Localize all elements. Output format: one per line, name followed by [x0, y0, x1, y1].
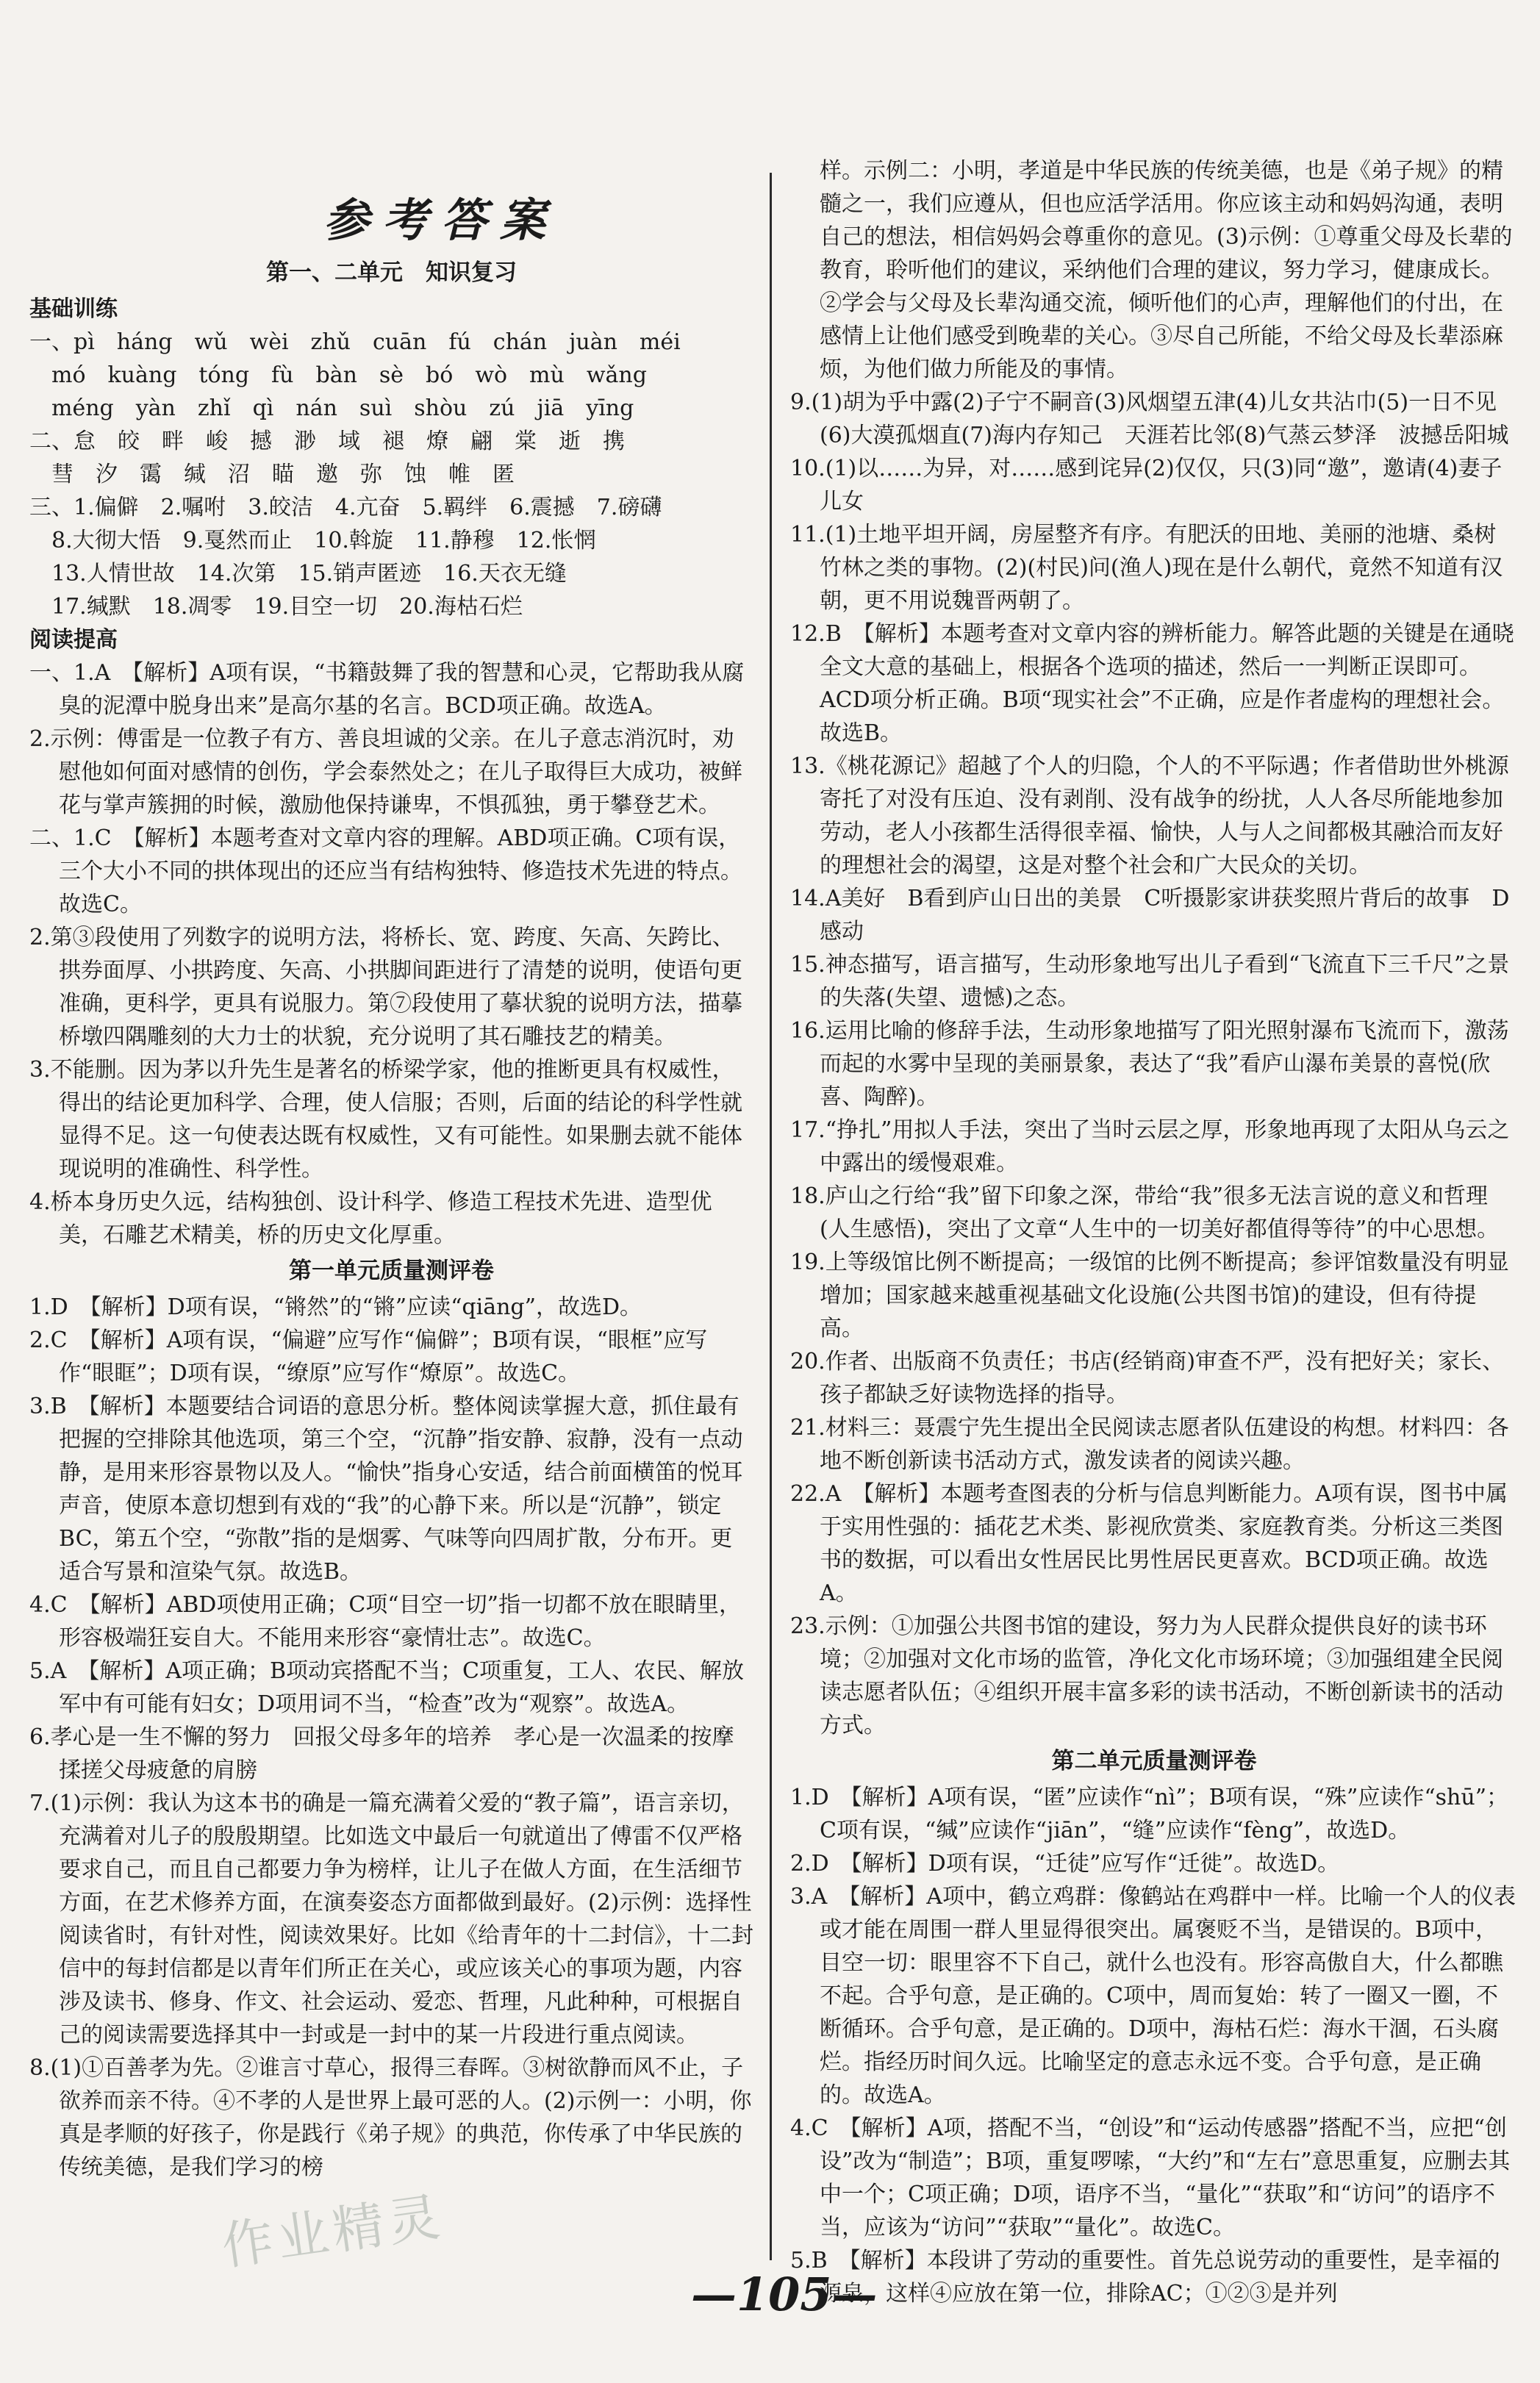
answer-item: 19.上等级馆比例不断提高；一级馆的比例不断提高；参评馆数量没有明显增加；国家越来越重视基础文化设施(公共图书馆)的建设，但有待提高。 — [790, 1250, 1509, 1341]
answer-item: 二、怠 皎 畔 峻 撼 渺 域 褪 燎 翩 棠 逝 携 — [29, 429, 625, 454]
answer-item: 3.A 【解析】A项中，鹤立鸡群：像鹤站在鸡群中一样。比喻一个人的仪表或才能在周围一群人里显得很突出。属褒贬不当，是错误的。B项中，目空一切：眼里容不下自己，就什么也没有。形容高傲自大，什么都瞧不起。合乎句意，是正确的。C项中，周而复始：转了一圈又一圈，不断循环。合乎句意，是正确的。D项中，海枯石烂：海水干涸，石头腐烂。指经历时间久远。比喻坚定的意志永远不变。合乎句意，是正确的。故选A。 — [790, 1884, 1516, 2108]
right-column — [790, 154, 1518, 2310]
answer-item: méng yàn zhǐ qì nán suì shòu zú jiā yīng — [29, 395, 634, 421]
watermark: 作业精灵 — [218, 2186, 448, 2277]
answer-item: 8.大彻大悟 9.戛然而止 10.斡旋 11.静穆 12.怅惘 — [29, 528, 596, 553]
answer-item: 9.(1)胡为乎中露(2)子宁不嗣音(3)风烟望五津(4)儿女共沾巾(5)一日不见(6)大漠孤烟直(7)海内存知己 天涯若比邻(8)气蒸云梦泽 波撼岳阳城 — [790, 390, 1509, 448]
answer-item: 21.材料三：聂震宁先生提出全民阅读志愿者队伍建设的构想。材料四：各地不断创新读书活动方式，激发读者的阅读兴趣。 — [790, 1415, 1509, 1474]
answer-item: 23.示例：①加强公共图书馆的建设，努力为人民群众提供良好的读书环境；②加强对文化市场的监管，净化文化市场环境；③加强组建全民阅读志愿者队伍；④组织开展丰富多彩的读书活动，不断创新读书的活动方式。 — [790, 1613, 1503, 1738]
answer-item: 3.B 【解析】本题要结合词语的意思分析。整体阅读掌握大意，抓住最有把握的空排除其他选项，第三个空，“沉静”指安静、寂静，没有一点动静，是用来形容景物以及人。“愉快”指身心安适，结合前面横笛的悦耳声音，使原本意切想到有戏的“我”的心静下来。所以是“沉静”，锁定BC，第五个空，“弥散”指的是烟雾、气味等向四周扩散，分布开。更适合写景和渲染气氛。故选B。 — [29, 1394, 743, 1585]
answer-item: 2.D 【解析】D项有误，“迁徒”应写作“迁徙”。故选D。 — [790, 1851, 1340, 1877]
answer-item: 18.庐山之行给“我”留下印象之深，带给“我”很多无法言说的意义和哲理(人生感悟)，突出了文章“人生中的一切美好都值得等待”的中心思想。 — [790, 1183, 1500, 1242]
answer-item: 14.A美好 B看到庐山日出的美景 C听摄影家讲获奖照片背后的故事 D感动 — [790, 886, 1510, 945]
answer-item: 2.第③段使用了列数字的说明方法，将桥长、宽、跨度、矢高、矢跨比、拱券面厚、小拱跨度、矢高、小拱脚间距进行了清楚的说明，使语句更准确，更科学，更具有说服力。第⑦段使用了摹状貌的说明方法，描摹桥墩四隅雕刻的大力士的状貌，充分说明了其石雕技艺的精美。 — [29, 925, 742, 1050]
answer-item: 15.神态描写，语言描写，生动形象地写出儿子看到“飞流直下三千尺”之景的失落(失望、遗憾)之态。 — [790, 952, 1510, 1011]
section-heading: 第二单元质量测评卷 — [1051, 1748, 1257, 1774]
answer-item: 7.(1)示例：我认为这本书的确是一篇充满着父爱的“教子篇”，语言亲切，充满着对儿子的殷殷期望。比如选文中最后一句就道出了傅雷不仅严格要求自己，而且自己都要力争为榜样，让儿子在做人方面，在生活细节方面，在艺术修养方面，在演奏姿态方面都做到最好。(2)示例：选择性阅读省时，有针对性，阅读效果好。比如《给青年的十二封信》，十二封信中的每封信都是以青年们所正在关心，或应该关心的事项为题，内容涉及读书、修身、作文、社会运动、爱恋、哲理，凡此种种，可根据自己的阅读需要选择其中一封或是一封中的某一片段进行重点阅读。 — [29, 1791, 753, 2048]
answer-item: 2.C 【解析】A项有误，“偏避”应写作“偏僻”；B项有误，“眼框”应写作“眼眶”；D项有误，“缭原”应写作“燎原”。故选C。 — [29, 1327, 708, 1386]
answer-item: 12.B 【解析】本题考查对文章内容的辨析能力。解答此题的关键是在通晓全文大意的基础上，根据各个选项的描述，然后一一判断正误即可。ACD项分析正确。B项“现实社会”不正确，应是作者虚构的理想社会。故选B。 — [790, 621, 1514, 746]
page-title: 参考答案 — [323, 193, 559, 247]
answer-item: 2.示例：傅雷是一位教子有方、善良坦诚的父亲。在儿子意志消沉时，劝慰他如何面对感情的创伤，学会泰然处之；在儿子取得巨大成功，被鲜花与掌声簇拥的时候，激励他保持谦卑，不惧孤独，勇于攀登艺术。 — [29, 726, 742, 818]
column-divider — [770, 173, 772, 2260]
answer-item: 1.D 【解析】A项有误，“匿”应读作“nì”；B项有误，“殊”应读作“shū”；C项有误，“缄”应读作“jiān”，“缝”应读作“fèng”，故选D。 — [790, 1785, 1509, 1843]
answer-item: 17.缄默 18.凋零 19.目空一切 20.海枯石烂 — [29, 594, 523, 620]
answer-item: 三、1.偏僻 2.嘱咐 3.皎洁 4.亢奋 5.羁绊 6.震撼 7.磅礴 — [29, 495, 662, 520]
answer-item: 5.A 【解析】A项正确；B项动宾搭配不当；C项重复，工人、农民、解放军中有可能有妇女；D项用词不当，“检查”改为“观察”。故选A。 — [29, 1658, 744, 1717]
section-heading: 第一、二单元 知识复习 — [266, 259, 517, 286]
left-column — [29, 254, 756, 2184]
answer-item: 13.《桃花源记》超越了个人的归隐，个人的不平际遇；作者借助世外桃源寄托了对没有压迫、没有剥削、没有战争的纷扰，人人各尽所能地参加劳动，老人小孩都生活得很幸福、愉快，人与人之间都极其融洽而友好的理想社会的渴望，这是对整个社会和广大民众的关切。 — [790, 753, 1509, 878]
answer-item: 11.(1)土地平坦开阔，房屋整齐有序。有肥沃的田地、美丽的池塘、桑树竹林之类的事物。(2)(村民)问(渔人)现在是什么朝代，竟然不知道有汉朝，更不用说魏晋两朝了。 — [790, 522, 1503, 614]
subsection-heading: 基础训练 — [29, 296, 118, 322]
answer-item: 一、1.A 【解析】A项有误，“书籍鼓舞了我的智慧和心灵，它帮助我从腐臭的泥潭中脱身出来”是高尔基的名言。BCD项正确。故选A。 — [29, 660, 745, 719]
section-heading: 第一单元质量测评卷 — [289, 1258, 494, 1284]
answer-item: 8.(1)①百善孝为先。②谁言寸草心，报得三春晖。③树欲静而风不止，子欲养而亲不待。④不孝的人是世界上最可恶的人。(2)示例一：小明，你真是孝顺的好孩子，你是践行《弟子规》的典范，你传承了中华民族的传统美德，是我们学习的榜 — [29, 2055, 752, 2180]
answer-item: 彗 汐 霭 缄 沼 瞄 邀 弥 蚀 帷 匿 — [29, 462, 515, 487]
page-number: —105— — [691, 2268, 878, 2321]
answer-item: 16.运用比喻的修辞手法，生动形象地描写了阳光照射瀑布飞流而下，激荡而起的水雾中呈现的美丽景象，表达了“我”看庐山瀑布美景的喜悦(欣喜、陶醉)。 — [790, 1018, 1509, 1110]
answer-item: 5.B 【解析】本段讲了劳动的重要性。首先总说劳动的重要性，是幸福的源泉，这样④应放在第一位，排除AC；①②③是并列 — [790, 2248, 1500, 2307]
answer-item: 13.人情世故 14.次第 15.销声匿迹 16.天衣无缝 — [29, 561, 567, 587]
answer-item: 6.孝心是一生不懈的努力 回报父母多年的培养 孝心是一次温柔的按摩 揉搓父母疲惫的肩膀 — [29, 1724, 756, 1783]
answer-item: 二、1.C 【解析】本题考查对文章内容的理解。ABD项正确。C项有误，三个大小不同的拱体现出的还应当有结构独特、修造技术先进的特点。故选C。 — [29, 825, 742, 917]
answer-item: 17.“挣扎”用拟人手法，突出了当时云层之厚，形象地再现了太阳从乌云之中露出的缓慢艰难。 — [790, 1117, 1510, 1176]
answer-item: mó kuàng tóng fù bàn sè bó wò mù wǎng — [29, 362, 647, 388]
answer-item: 10.(1)以……为异，对……感到诧异(2)仅仅，只(3)同“邀”，邀请(4)妻子儿女 — [790, 456, 1503, 515]
answer-item: 4.桥本身历史久远，结构独创、设计科学、修造工程技术先进、造型优美，石雕艺术精美，桥的历史文化厚重。 — [29, 1189, 712, 1248]
answer-item: 1.D 【解析】D项有误，“锵然”的“锵”应读“qiāng”，故选D。 — [29, 1294, 642, 1320]
answer-item: 一、pì háng wǔ wèi zhǔ cuān fú chán juàn méi — [29, 329, 681, 355]
answer-item: 3.不能删。因为茅以升先生是著名的桥梁学家，他的推断更具有权威性，得出的结论更加科学、合理，使人信服；否则，后面的结论的科学性就显得不足。这一句使表达既有权威性，又有可能性。如果删去就不能体现说明的准确性、科学性。 — [29, 1057, 742, 1182]
answer-item: 样。示例二：小明，孝道是中华民族的传统美德，也是《弟子规》的精髓之一，我们应遵从，但也应活学活用。你应该主动和妈妈沟通，表明自己的想法，相信妈妈会尊重你的意见。(3)示例：①尊重父母及长辈的教育，聆听他们的建议，采纳他们合理的建议，努力学习，健康成长。②学会与父母及长辈沟通交流，倾听他们的心声，理解他们的付出，在感情上让他们感受到晚辈的关心。③尽自己所能，不给父母及长辈添麻烦，为他们做力所能及的事情。 — [820, 158, 1513, 382]
answer-item: 20.作者、出版商不负责任；书店(经销商)审查不严，没有把好关；家长、孩子都缺乏好读物选择的指导。 — [790, 1349, 1505, 1408]
subsection-heading: 阅读提高 — [29, 627, 118, 653]
answer-item: 4.C 【解析】ABD项使用正确；C项“目空一切”指一切都不放在眼睛里，形容极端狂妄自大。不能用来形容“豪情壮志”。故选C。 — [29, 1592, 741, 1651]
answer-item: 22.A 【解析】本题考查图表的分析与信息判断能力。A项有误，图书中属于实用性强的：插花艺术类、影视欣赏类、家庭教育类。分析这三类图书的数据，可以看出女性居民比男性居民更喜欢。BCD项正确。故选A。 — [790, 1481, 1508, 1606]
answer-item: 4.C 【解析】A项，搭配不当，“创设”和“运动传感器”搭配不当，应把“创设”改为“制造”；B项，重复啰嗦，“大约”和“左右”意思重复，应删去其中一个；C项正确；D项，语序不当，“量化”“获取”和“访问”的语序不当，应该为“访问”“获取”“量化”。故选C。 — [790, 2115, 1511, 2240]
